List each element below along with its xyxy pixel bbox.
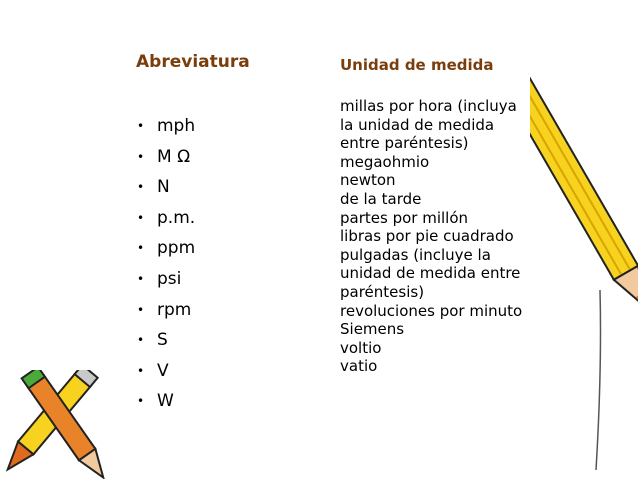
- list-item: • M Ω: [137, 142, 195, 173]
- bullet: •: [137, 180, 145, 195]
- description-line: unidad de medida entre: [340, 264, 521, 283]
- bullet: •: [137, 302, 145, 317]
- abbreviation-list: [137, 111, 195, 417]
- list-item: • ppm: [137, 233, 195, 264]
- list-item: • S: [137, 325, 195, 356]
- description-line: newton: [340, 171, 396, 190]
- list-item: • N: [137, 172, 195, 203]
- bullet: •: [137, 271, 145, 286]
- header-unit: Unidad de medida: [340, 56, 494, 74]
- description-line: paréntesis): [340, 282, 425, 301]
- header-abbreviation: Abreviatura: [136, 52, 250, 72]
- description-line: entre paréntesis): [340, 134, 469, 153]
- description-line: libras por pie cuadrado: [340, 227, 514, 246]
- bullet: •: [137, 394, 145, 409]
- description-line: revoluciones por minuto: [340, 301, 523, 320]
- description-line: vatio: [340, 357, 378, 376]
- list-item: • rpm: [137, 295, 195, 326]
- bullet: •: [137, 333, 145, 348]
- description-line: partes por millón: [340, 208, 469, 227]
- list-item: • W: [137, 386, 195, 417]
- list-item: • mph: [137, 111, 195, 142]
- list-item: • V: [137, 356, 195, 387]
- bullet: •: [137, 210, 145, 225]
- bullet: •: [137, 363, 145, 378]
- description-list: [340, 97, 522, 376]
- description-line: la unidad de medida: [340, 115, 495, 134]
- description-line: de la tarde: [340, 189, 422, 208]
- bullet: •: [137, 241, 145, 256]
- description-line: pulgadas (incluye la: [340, 245, 491, 264]
- bullet: •: [137, 119, 145, 133]
- description-line: Siemens: [340, 320, 405, 339]
- description-line: voltio: [340, 338, 382, 357]
- description-line: megaohmio: [340, 152, 430, 171]
- list-item: • psi: [137, 264, 195, 295]
- bullet: •: [137, 149, 145, 164]
- description-line: millas por hora (incluya: [340, 97, 517, 115]
- pencil-icon: [0, 370, 110, 479]
- list-item: • p.m.: [137, 203, 195, 234]
- pencil-icon: [530, 0, 638, 479]
